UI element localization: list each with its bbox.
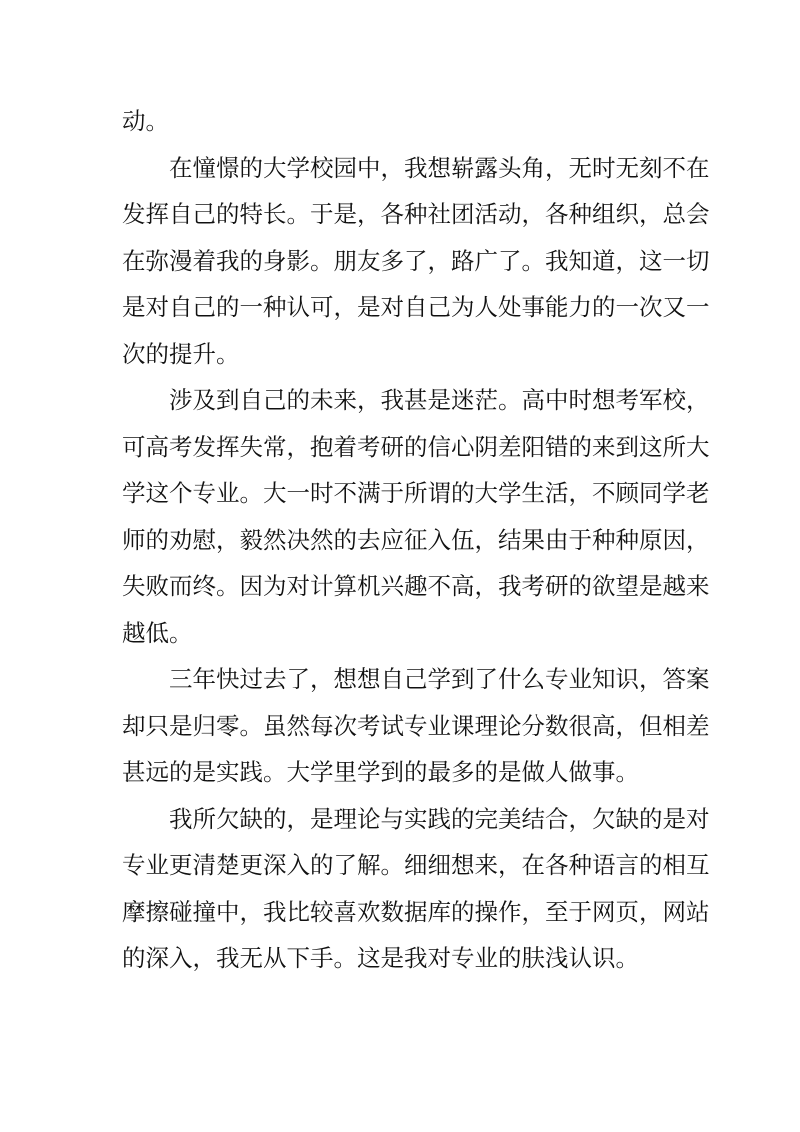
text-line: 在弥漫着我的身影。朋友多了，路广了。我知道，这一切 [122, 246, 710, 275]
document-body [122, 98, 710, 982]
paragraph-first-line: 在憧憬的大学校园中，我想崭露头角，无时无刻不在 [169, 153, 710, 182]
text-line: 的深入，我无从下手。这是我对专业的肤浅认识。 [122, 944, 639, 972]
text-line: 学这个专业。大一时不满于所谓的大学生活，不顾同学老 [122, 479, 710, 507]
text-line: 师的劝慰，毅然决然的去应征入伍，结果由于种种原因， [122, 525, 710, 554]
text-line: 发挥自己的特长。于是，各种社团活动，各种组织，总会 [122, 200, 710, 228]
text-line: 是对自己的一种认可，是对自己为人处事能力的一次又一 [122, 293, 710, 321]
text-line: 次的提升。 [122, 339, 240, 368]
text-line: 可高考发挥失常，抱着考研的信心阴差阳错的来到这所大 [122, 432, 710, 461]
paragraph-first-line: 三年快过去了，想想自己学到了什么专业知识，答案 [169, 665, 710, 693]
text-line: 失败而终。因为对计算机兴趣不高，我考研的欲望是越来 [122, 572, 710, 600]
text-line: 越低。 [122, 618, 193, 647]
text-line: 摩擦碰撞中，我比较喜欢数据库的操作，至于网页，网站 [122, 897, 710, 926]
text-line: 动。 [122, 107, 169, 135]
paragraph-first-line: 我所欠缺的，是理论与实践的完美结合，欠缺的是对 [169, 804, 710, 833]
text-line: 却只是归零。虽然每次考试专业课理论分数很高，但相差 [122, 711, 710, 740]
text-line: 甚远的是实践。大学里学到的最多的是做人做事。 [122, 758, 639, 786]
text-line: 专业更清楚更深入的了解。细细想来，在各种语言的相互 [122, 851, 710, 879]
paragraph-first-line: 涉及到自己的未来，我甚是迷茫。高中时想考军校， [169, 386, 710, 414]
